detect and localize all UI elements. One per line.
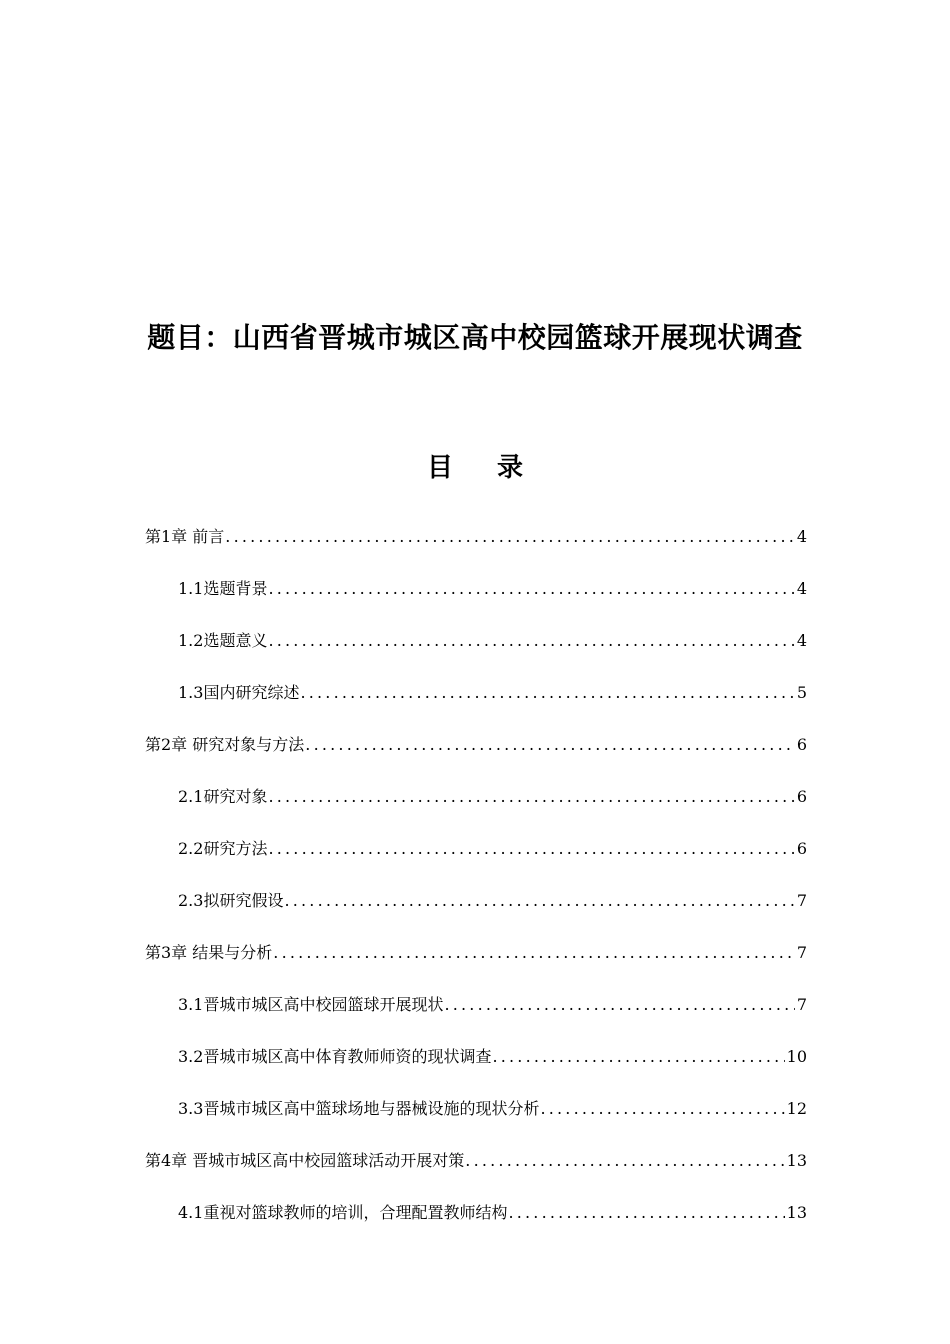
toc-leader-dots xyxy=(492,1037,784,1077)
toc-entry-text: 3.2晋城市城区高中体育教师师资的现状调查 xyxy=(178,1047,492,1066)
toc-entry[interactable] xyxy=(145,881,807,933)
toc-entry-text: 2.2研究方法 xyxy=(178,839,268,858)
toc-leader-dots xyxy=(268,777,794,817)
toc-entry-text: 2.1研究对象 xyxy=(178,787,268,806)
toc-page-number: 7 xyxy=(796,943,807,962)
toc-page-number: 13 xyxy=(786,1151,807,1170)
toc-page-number: 4 xyxy=(796,631,807,650)
toc-entry[interactable] xyxy=(145,777,807,829)
toc-page-number: 4 xyxy=(796,527,807,546)
toc-entry[interactable] xyxy=(145,1037,807,1089)
toc-leader-dots xyxy=(268,569,794,609)
toc-heading xyxy=(0,448,950,488)
toc-page-number: 13 xyxy=(786,1203,807,1222)
document-title: 题目：山西省晋城市城区高中校园篮球开展现状调查 xyxy=(147,321,803,354)
toc-entry[interactable] xyxy=(145,725,807,777)
toc-page-number: 7 xyxy=(796,891,807,910)
toc-entry[interactable] xyxy=(145,1141,807,1193)
toc-page-number: 6 xyxy=(796,735,807,754)
toc-leader-dots xyxy=(268,621,794,661)
toc-entry[interactable] xyxy=(145,1089,807,1141)
toc-entry[interactable] xyxy=(145,569,807,621)
toc-entry-text: 3.1晋城市城区高中校园篮球开展现状 xyxy=(178,995,444,1014)
toc-leader-dots xyxy=(508,1193,784,1233)
toc-entry-text: 1.1选题背景 xyxy=(178,579,268,598)
toc-page-number: 4 xyxy=(796,579,807,598)
toc-entry-text: 第2章 研究对象与方法 xyxy=(145,735,305,754)
toc-entry[interactable] xyxy=(145,621,807,673)
toc-leader-dots xyxy=(284,881,794,921)
toc-entry[interactable] xyxy=(145,1193,807,1245)
toc-entry-text: 第1章 前言 xyxy=(145,527,225,546)
toc-entry-text: 2.3拟研究假设 xyxy=(178,891,284,910)
toc-page-number: 6 xyxy=(796,787,807,806)
toc-leader-dots xyxy=(540,1089,784,1129)
toc-entry[interactable] xyxy=(145,517,807,569)
toc-entry[interactable] xyxy=(145,985,807,1037)
toc-page-number: 12 xyxy=(786,1099,807,1118)
toc-heading-char-2: 录 xyxy=(497,453,524,483)
toc-page-number: 7 xyxy=(796,995,807,1014)
toc-heading-char-1: 目 xyxy=(426,453,453,483)
toc-entry[interactable] xyxy=(145,933,807,985)
toc-page-number: 10 xyxy=(786,1047,807,1066)
toc-entry-text: 1.2选题意义 xyxy=(178,631,268,650)
toc-leader-dots xyxy=(225,517,795,557)
toc-entry-text: 3.3晋城市城区高中篮球场地与器械设施的现状分析 xyxy=(178,1099,540,1118)
toc-entry-text: 1.3国内研究综述 xyxy=(178,683,300,702)
toc-entry-text: 第3章 结果与分析 xyxy=(145,943,273,962)
toc-leader-dots xyxy=(268,829,794,869)
toc-leader-dots xyxy=(465,1141,784,1181)
toc-entry[interactable] xyxy=(145,829,807,881)
toc-leader-dots xyxy=(273,933,795,973)
toc-page-number: 6 xyxy=(796,839,807,858)
toc-entry-text: 第4章 晋城市城区高中校园篮球活动开展对策 xyxy=(145,1151,465,1170)
toc-entry-text: 4.1重视对篮球教师的培训，合理配置教师结构 xyxy=(178,1203,508,1222)
table-of-contents xyxy=(145,517,807,1245)
toc-page-number: 5 xyxy=(796,683,807,702)
toc-leader-dots xyxy=(300,673,794,713)
toc-leader-dots xyxy=(444,985,794,1025)
toc-leader-dots xyxy=(305,725,795,765)
toc-entry[interactable] xyxy=(145,673,807,725)
